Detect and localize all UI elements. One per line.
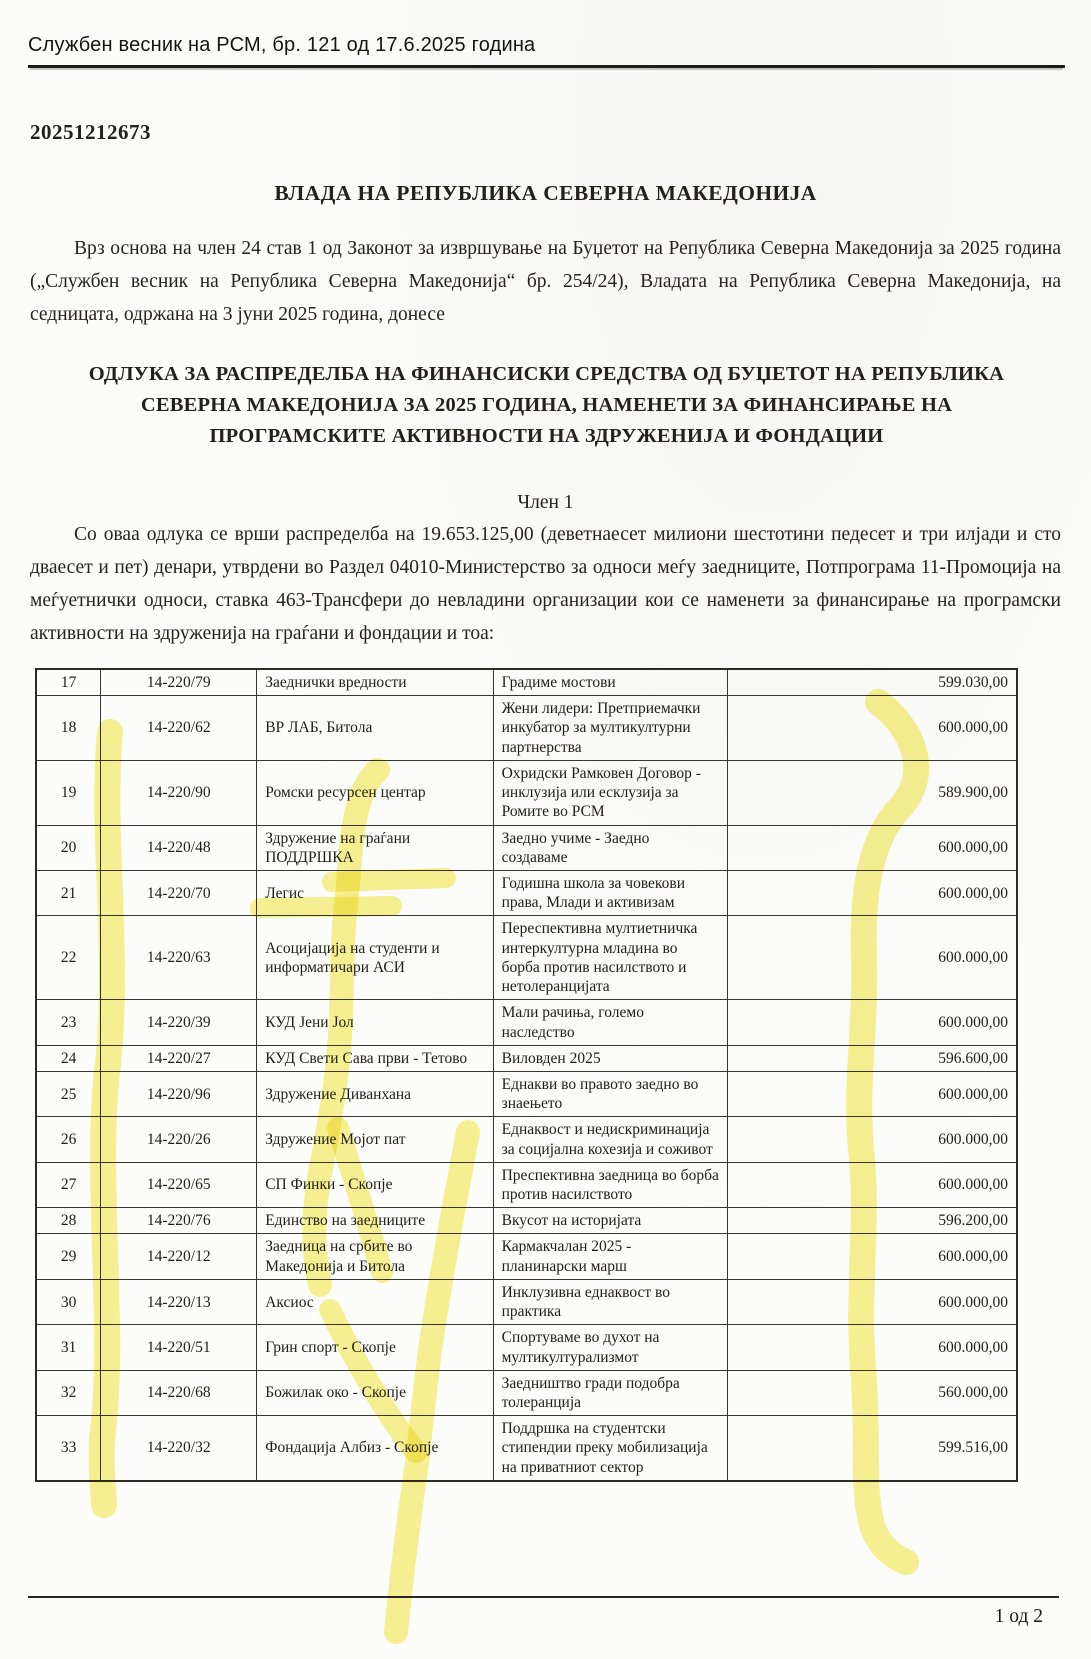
amount-cell: 600.000,00: [728, 1234, 1017, 1279]
organization-cell: КУД Јени Јол: [257, 1000, 493, 1045]
amount-cell: 600.000,00: [728, 1000, 1017, 1045]
file-code-cell: 14-220/90: [101, 760, 257, 825]
amount-cell: 596.200,00: [728, 1208, 1017, 1234]
file-code-cell: 14-220/63: [101, 916, 257, 1000]
article-1-label: Член 1: [517, 492, 574, 513]
decision-heading: ОДЛУКА ЗА РАСПРЕДЕЛБА НА ФИНАНСИСКИ СРЕДСТВА ОД БУЏЕТОТ НА РЕПУБЛИКА СЕВЕРНА МАКЕДОНИЈА ЗА 2025 ГОДИНА, НАМЕНЕТИ ЗА ФИНАНСИРАЊЕ НА ПРОГРАМСКИТЕ АКТИВНОСТИ НА ЗДРУЖЕНИЈА И ФОНДАЦИИ: [88, 363, 1005, 447]
row-number-cell: 23: [36, 1000, 101, 1045]
gazette-header-text: Службен весник на РСМ, бр. 121 од 17.6.2025 година: [28, 34, 536, 56]
amount-cell: 600.000,00: [728, 825, 1017, 870]
file-code-cell: 14-220/62: [101, 696, 257, 761]
project-title-cell: Спортуваме во духот на мултикултурализмот: [493, 1325, 727, 1370]
row-number-cell: 21: [36, 870, 101, 915]
row-number-cell: 32: [36, 1370, 101, 1415]
row-number-cell: 31: [36, 1325, 101, 1370]
file-code-cell: 14-220/70: [101, 870, 257, 915]
government-title: ВЛАДА НА РЕПУБЛИКА СЕВЕРНА МАКЕДОНИЈА: [274, 181, 817, 205]
organization-cell: Грин спорт - Скопје: [257, 1325, 493, 1370]
amount-cell: 589.900,00: [728, 760, 1017, 825]
table-row: [36, 696, 1017, 761]
organization-cell: Фондација Албиз - Скопје: [257, 1416, 493, 1481]
organization-cell: Асоцијација на студенти и информатичари АСИ: [257, 916, 493, 1000]
amount-cell: 599.030,00: [728, 669, 1017, 696]
project-title-cell: Инклузивна еднаквост во практика: [493, 1279, 727, 1324]
project-title-cell: Виловден 2025: [493, 1045, 727, 1071]
allocation-table-body: [36, 669, 1017, 1481]
file-code-cell: 14-220/32: [101, 1416, 257, 1481]
row-number-cell: 20: [36, 825, 101, 870]
row-number-cell: 28: [36, 1208, 101, 1234]
table-row: [36, 760, 1017, 825]
amount-cell: 600.000,00: [728, 1117, 1017, 1162]
table-row: [36, 1234, 1017, 1279]
row-number-cell: 27: [36, 1162, 101, 1207]
intro-paragraph: Врз основа на член 24 став 1 од Законот за извршување на Буџетот на Република Северна Македонија за 2025 година („Службен весник на Република Северна Македонија“ бр. 254/24), Владата на Република Северна Македонија, на седницата, одржана на 3 јуни 2025 година, донесе: [30, 238, 1061, 325]
organization-cell: Аксиос: [257, 1279, 493, 1324]
file-code-cell: 14-220/51: [101, 1325, 257, 1370]
page-indicator: 1 од 2: [994, 1606, 1043, 1627]
table-row: [36, 916, 1017, 1000]
amount-cell: 560.000,00: [728, 1370, 1017, 1415]
file-code-cell: 14-220/79: [101, 669, 257, 696]
file-code-cell: 14-220/68: [101, 1370, 257, 1415]
document-number: 20251212673: [30, 120, 151, 144]
row-number-cell: 19: [36, 760, 101, 825]
allocation-table: [35, 668, 1018, 1482]
row-number-cell: 26: [36, 1117, 101, 1162]
file-code-cell: 14-220/48: [101, 825, 257, 870]
project-title-cell: Переспективна мултиетничка интеркултурна младина во борба против насилството и нетолеранцијата: [493, 916, 727, 1000]
table-row: [36, 1071, 1017, 1116]
organization-cell: Здружение Диванхана: [257, 1071, 493, 1116]
row-number-cell: 29: [36, 1234, 101, 1279]
project-title-cell: Годишна школа за човекови права, Млади и активизам: [493, 870, 727, 915]
row-number-cell: 25: [36, 1071, 101, 1116]
file-code-cell: 14-220/39: [101, 1000, 257, 1045]
amount-cell: 599.516,00: [728, 1416, 1017, 1481]
table-row: [36, 870, 1017, 915]
file-code-cell: 14-220/12: [101, 1234, 257, 1279]
organization-cell: ВР ЛАБ, Битола: [257, 696, 493, 761]
file-code-cell: 14-220/26: [101, 1117, 257, 1162]
table-row: [36, 1045, 1017, 1071]
project-title-cell: Заедништво гради подобра толеранција: [493, 1370, 727, 1415]
project-title-cell: Вкусот на историјата: [493, 1208, 727, 1234]
amount-cell: 600.000,00: [728, 1279, 1017, 1324]
organization-cell: Божилак око - Скопје: [257, 1370, 493, 1415]
amount-cell: 600.000,00: [728, 916, 1017, 1000]
row-number-cell: 22: [36, 916, 101, 1000]
amount-cell: 600.000,00: [728, 1071, 1017, 1116]
project-title-cell: Градиме мостови: [493, 669, 727, 696]
project-title-cell: Кармакчалан 2025 - планинарски марш: [493, 1234, 727, 1279]
row-number-cell: 18: [36, 696, 101, 761]
project-title-cell: Жени лидери: Претприемачки инкубатор за мултикултурни партнерства: [493, 696, 727, 761]
row-number-cell: 24: [36, 1045, 101, 1071]
table-row: [36, 1208, 1017, 1234]
organization-cell: СП Финки - Скопје: [257, 1162, 493, 1207]
table-row: [36, 1279, 1017, 1324]
table-row: [36, 669, 1017, 696]
row-number-cell: 17: [36, 669, 101, 696]
table-row: [36, 1370, 1017, 1415]
project-title-cell: Поддршка на студентски стипендии преку мобилизација на приватниот сектор: [493, 1416, 727, 1481]
project-title-cell: Заедно учиме - Заедно создаваме: [493, 825, 727, 870]
file-code-cell: 14-220/76: [101, 1208, 257, 1234]
organization-cell: КУД Свети Сава први - Тетово: [257, 1045, 493, 1071]
amount-cell: 596.600,00: [728, 1045, 1017, 1071]
file-code-cell: 14-220/65: [101, 1162, 257, 1207]
project-title-cell: Еднаквост и недискриминација за социјална кохезија и соживот: [493, 1117, 727, 1162]
table-row: [36, 1000, 1017, 1045]
table-row: [36, 1325, 1017, 1370]
project-title-cell: Преспективна заедница во борба против насилството: [493, 1162, 727, 1207]
organization-cell: Ромски ресурсен центар: [257, 760, 493, 825]
amount-cell: 600.000,00: [728, 696, 1017, 761]
footer-rule: [28, 1596, 1059, 1598]
organization-cell: Здружение на граѓани ПОДДРШКА: [257, 825, 493, 870]
organization-cell: Легис: [257, 870, 493, 915]
organization-cell: Заедница на србите во Македонија и Битола: [257, 1234, 493, 1279]
table-row: [36, 1162, 1017, 1207]
organization-cell: Заеднички вредности: [257, 669, 493, 696]
amount-cell: 600.000,00: [728, 870, 1017, 915]
row-number-cell: 33: [36, 1416, 101, 1481]
gazette-header: [28, 34, 1065, 68]
amount-cell: 600.000,00: [728, 1325, 1017, 1370]
table-row: [36, 1416, 1017, 1481]
row-number-cell: 30: [36, 1279, 101, 1324]
article-1-paragraph: Со оваа одлука се врши распределба на 19.653.125,00 (деветнаесет милиони шестотини педесет и три илјади и сто дваесет и пет) денари, утврдени во Раздел 04010-Министерство за односи меѓу заедниците, Потпрограма 11-Промоција на меѓуетнички односи, ставка 463-Трансфери до невладини организации кои се наменети за финансирање на програмски активности на здруженија на граѓани и фондации и тоа:: [30, 524, 1061, 644]
project-title-cell: Охридски Рамковен Договор - инклузија или есклузија за Ромите во РСМ: [493, 760, 727, 825]
project-title-cell: Еднакви во правото заедно во знаењето: [493, 1071, 727, 1116]
table-row: [36, 825, 1017, 870]
amount-cell: 600.000,00: [728, 1162, 1017, 1207]
project-title-cell: Мали рачиња, големо наследство: [493, 1000, 727, 1045]
file-code-cell: 14-220/13: [101, 1279, 257, 1324]
organization-cell: Единство на заедниците: [257, 1208, 493, 1234]
organization-cell: Здружение Мојот пат: [257, 1117, 493, 1162]
table-row: [36, 1117, 1017, 1162]
file-code-cell: 14-220/27: [101, 1045, 257, 1071]
file-code-cell: 14-220/96: [101, 1071, 257, 1116]
